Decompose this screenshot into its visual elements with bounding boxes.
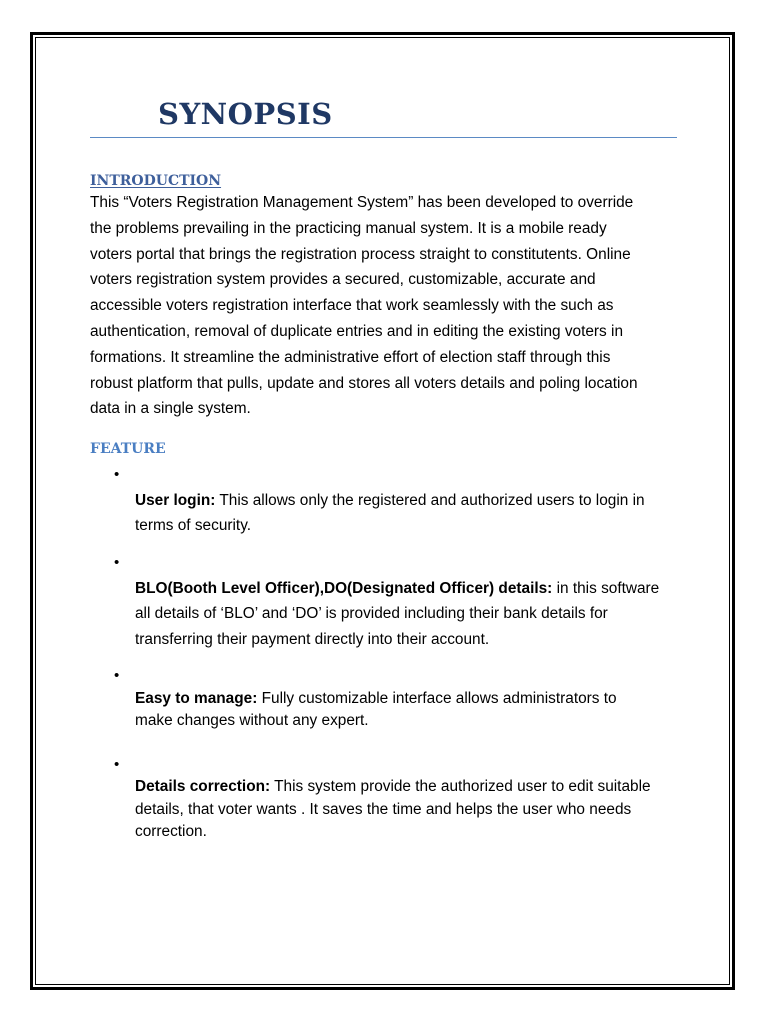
bullet-icon: • [114, 553, 120, 571]
introduction-paragraph: This “Voters Registration Management System” has been developed to override the problems prevailing in the practicing manual system. It is a mobile ready voters portal that brings the registration process straight to constitutents. Online voters registration system provides a secured, customizable, accurate and accessible voters registration interface that work seamlessly with the such as authentication, removal of duplicate entries and in editing the existing voters in formations. It streamline the administrative effort of election staff through this robust platform that pulls, update and stores all voters details and poling location data in a single system. [90, 194, 638, 418]
feature-item-easy-to-manage [90, 665, 680, 733]
introduction-heading: INTRODUCTION [90, 173, 222, 189]
bullet-icon: • [114, 466, 120, 484]
feature-text: This allows only the registered and authorized users to login in terms of security. [135, 491, 645, 535]
bullet-icon: • [114, 667, 120, 685]
feature-label: User login: [135, 491, 216, 509]
feature-heading: FEATURE [90, 441, 166, 458]
feature-item-user-login [90, 462, 680, 539]
feature-item-blo-do-details [90, 550, 680, 652]
title-rule [90, 137, 677, 138]
document-content [90, 90, 680, 844]
feature-text: Fully customizable interface allows administrators to make changes without any expert. [135, 689, 617, 730]
feature-item-details-correction [90, 754, 680, 844]
feature-text: in this software all details of ‘BLO’ and ‘DO’ is provided including their bank details for transferring their payment directly into their account. [135, 579, 660, 648]
feature-text: This system provide the authorized user to edit suitable details, that voter wants . It saves the time and helps the user who needs correction. [135, 778, 651, 841]
feature-label: BLO(Booth Level Officer),DO(Designated Officer) details: [135, 579, 553, 597]
feature-label: Easy to manage: [135, 689, 258, 707]
document-title: SYNOPSIS [158, 97, 333, 131]
feature-label: Details correction: [135, 778, 271, 796]
bullet-icon: • [114, 755, 120, 773]
feature-list [90, 462, 680, 844]
